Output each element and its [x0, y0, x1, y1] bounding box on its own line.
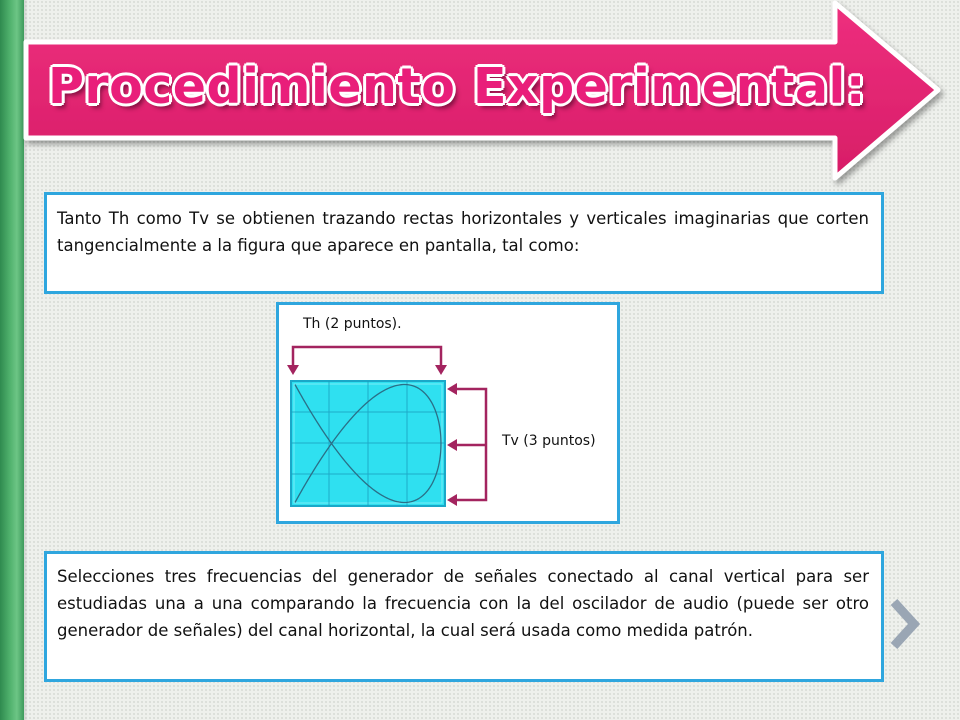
instructions-paragraph: Selecciones tres frecuencias del generador de señales conectado al canal vertical para ser estudiadas una a una comparando la frecuencia con la del oscilador de audio (puede ser otro generador de señales) del canal horizontal, la cual será usada como medida patrón. [57, 567, 869, 640]
oscilloscope-drawing [279, 305, 617, 521]
intro-paragraph: Tanto Th como Tv se obtienen trazando rectas horizontales y verticales imaginarias que corten tangencialmente a la figura que aparece en pantalla, tal como: [57, 209, 869, 255]
th-bracket [287, 347, 447, 375]
intro-text-box [44, 192, 884, 294]
tv-label: Tv (3 puntos) [502, 433, 596, 449]
oscilloscope-diagram [276, 302, 620, 524]
th-label: Th (2 puntos). [303, 316, 402, 332]
chevron-right-icon[interactable] [886, 596, 922, 652]
instructions-text-box [44, 551, 884, 682]
tv-bracket [447, 383, 486, 506]
slide-title: Procedimiento Experimental: [48, 58, 866, 115]
